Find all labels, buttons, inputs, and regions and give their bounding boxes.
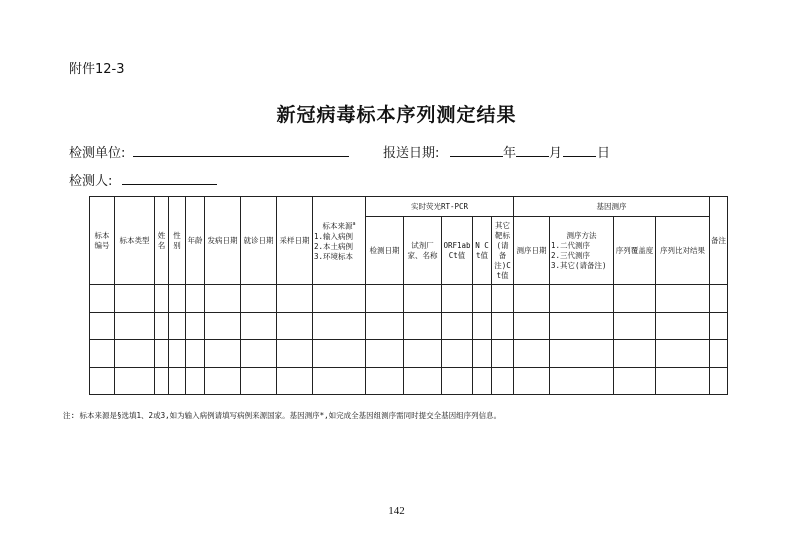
table-cell <box>186 285 205 313</box>
table-cell <box>514 340 550 368</box>
method-option-2: 2.三代测序 <box>551 250 591 260</box>
document-title: 新冠病毒标本序列测定结果 <box>276 104 517 126</box>
table-cell <box>169 312 186 340</box>
table-cell <box>366 367 404 395</box>
table-cell <box>277 340 313 368</box>
table-cell <box>186 367 205 395</box>
table-cell <box>710 367 728 395</box>
col-n-ct: N Ct值 <box>473 217 492 285</box>
table-cell <box>205 340 241 368</box>
table-row <box>90 367 728 395</box>
results-table <box>89 196 728 395</box>
table-cell <box>155 285 169 313</box>
table-cell <box>442 340 473 368</box>
table-cell <box>492 340 514 368</box>
table-cell <box>473 285 492 313</box>
table-cell <box>614 340 656 368</box>
year-blank <box>450 142 503 157</box>
table-cell <box>205 312 241 340</box>
month-blank <box>516 142 549 157</box>
table-cell <box>277 367 313 395</box>
table-cell <box>115 312 155 340</box>
table-cell <box>186 340 205 368</box>
table-cell <box>241 340 277 368</box>
table-cell <box>473 367 492 395</box>
table-cell <box>442 367 473 395</box>
tester-blank <box>122 170 217 185</box>
source-superscript: a <box>352 221 356 228</box>
table-row <box>90 312 728 340</box>
table-cell <box>277 285 313 313</box>
col-pcr-date: 检测日期 <box>366 217 404 285</box>
table-cell <box>277 312 313 340</box>
col-age: 年龄 <box>186 197 205 285</box>
table-cell <box>169 340 186 368</box>
table-cell <box>514 312 550 340</box>
col-orf1ab-ct: ORF1ab Ct值 <box>442 217 473 285</box>
col-collect-date: 采样日期 <box>277 197 313 285</box>
col-seq-date: 测序日期 <box>514 217 550 285</box>
source-option-3: 3.环境标本 <box>314 251 354 261</box>
unit-blank <box>133 142 349 157</box>
table-cell <box>550 340 614 368</box>
method-option-1: 1.二代测序 <box>551 240 591 250</box>
table-cell <box>366 285 404 313</box>
table-cell <box>241 367 277 395</box>
table-cell <box>313 285 366 313</box>
col-onset-date: 发病日期 <box>205 197 241 285</box>
method-title: 测序方法 <box>566 230 597 240</box>
table-cell <box>710 312 728 340</box>
table-cell <box>90 285 115 313</box>
table-cell <box>514 285 550 313</box>
table-row <box>90 340 728 368</box>
table-cell <box>492 285 514 313</box>
table-cell <box>115 340 155 368</box>
table-cell <box>656 312 710 340</box>
col-visit-date: 就诊日期 <box>241 197 277 285</box>
table-cell <box>550 312 614 340</box>
table-cell <box>169 285 186 313</box>
table-cell <box>313 312 366 340</box>
table-cell <box>473 340 492 368</box>
table-cell <box>115 285 155 313</box>
table-cell <box>155 312 169 340</box>
method-option-3: 3.其它(请备注) <box>551 260 607 270</box>
source-option-2: 2.本土病例 <box>314 241 354 251</box>
table-cell <box>514 367 550 395</box>
group-gene-sequencing: 基因测序 <box>514 197 710 217</box>
table-cell <box>241 312 277 340</box>
tester-label: 检测人: <box>69 174 113 189</box>
table-cell <box>492 367 514 395</box>
table-cell <box>442 312 473 340</box>
unit-label: 检测单位: <box>69 146 126 161</box>
table-cell <box>442 285 473 313</box>
table-cell <box>90 367 115 395</box>
group-rt-pcr: 实时荧光RT-PCR <box>366 197 514 217</box>
year-label: 年 <box>503 146 517 161</box>
col-specimen-source <box>313 197 366 285</box>
col-reagent: 试剂厂家、名称 <box>404 217 442 285</box>
table-cell <box>614 367 656 395</box>
col-coverage: 序列覆盖度 <box>614 217 656 285</box>
col-remark: 备注 <box>710 197 728 285</box>
col-other-target-ct: 其它靶标(请备注)Ct值 <box>492 217 514 285</box>
day-label: 日 <box>597 146 611 161</box>
table-cell <box>366 340 404 368</box>
table-cell <box>614 312 656 340</box>
table-cell <box>205 285 241 313</box>
col-alignment-result: 序列比对结果 <box>656 217 710 285</box>
table-cell <box>241 285 277 313</box>
table-cell <box>366 312 404 340</box>
table-cell <box>155 367 169 395</box>
table-cell <box>155 340 169 368</box>
source-option-1: 1.输入病例 <box>314 231 354 241</box>
col-sex: 性别 <box>169 197 186 285</box>
table-cell <box>550 367 614 395</box>
table-cell <box>492 312 514 340</box>
table-cell <box>115 367 155 395</box>
table-cell <box>404 312 442 340</box>
page-number: 142 <box>388 505 405 517</box>
table-row <box>90 285 728 313</box>
table-cell <box>404 340 442 368</box>
col-specimen-id: 标本编号 <box>90 197 115 285</box>
table-cell <box>205 367 241 395</box>
table-cell <box>90 312 115 340</box>
table-cell <box>656 285 710 313</box>
table-cell <box>656 340 710 368</box>
table-cell <box>404 285 442 313</box>
footnote: 注: 标本来源是§选填1、2或3,如为输入病例请填写病例来源国家。基因测序*,如完成全基因组测序需同时提交全基因组序列信息。 <box>63 411 502 420</box>
report-date-label: 报送日期: <box>383 146 440 161</box>
table-cell <box>169 367 186 395</box>
col-name: 姓名 <box>155 197 169 285</box>
table-cell <box>313 367 366 395</box>
table-cell <box>90 340 115 368</box>
table-cell <box>313 340 366 368</box>
month-label: 月 <box>549 146 563 161</box>
table-cell <box>550 285 614 313</box>
source-title: 标本来源 <box>322 221 353 231</box>
attachment-label: 附件12-3 <box>69 62 125 77</box>
table-cell <box>710 285 728 313</box>
table-cell <box>404 367 442 395</box>
table-cell <box>656 367 710 395</box>
col-specimen-type: 标本类型 <box>115 197 155 285</box>
day-blank <box>563 142 596 157</box>
table-cell <box>473 312 492 340</box>
table-cell <box>614 285 656 313</box>
table-cell <box>710 340 728 368</box>
table-cell <box>186 312 205 340</box>
col-seq-method <box>550 217 614 285</box>
